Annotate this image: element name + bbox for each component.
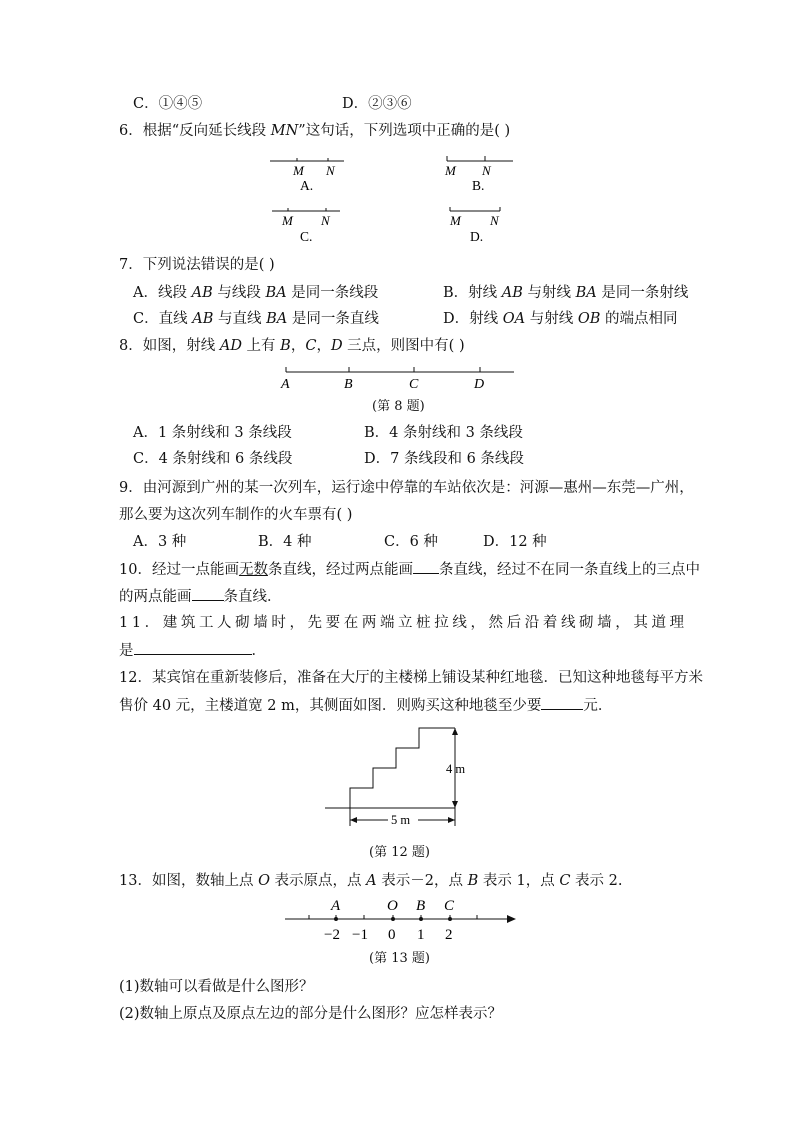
q12-line2b: 元． — [583, 698, 613, 714]
q6-figure-a — [268, 152, 348, 194]
q8-t7: D — [330, 338, 343, 354]
q8-t5: C — [305, 338, 317, 354]
q10-p1-underlined: 无数 — [238, 562, 268, 578]
q6a-point-n: N — [326, 163, 335, 178]
q8-ray-figure — [280, 364, 520, 392]
q9-option-c: C．6 种 — [384, 534, 438, 550]
q8-point-a: A — [281, 377, 290, 392]
q13-tick-2: 2 — [445, 927, 453, 943]
q5-option-c: C．①④⑤ — [133, 96, 203, 112]
q9-option-d: D．12 种 — [483, 534, 547, 550]
q13-tick-neg1: −1 — [352, 927, 368, 943]
q7b-t4: 是同一条射线 — [596, 285, 689, 301]
q7b-t3: BA — [575, 285, 597, 301]
q13-t4: 表示－2，点 — [376, 873, 468, 889]
q13-dot-o — [391, 917, 395, 921]
q8-t6: ， — [316, 338, 331, 354]
q12-line2a: 售价 40 元，主楼道宽 2 m，其侧面如图．则购买这种地毯至少要 — [119, 698, 542, 714]
q8-option-a: A．1 条射线和 3 条线段 — [133, 425, 292, 441]
q7a-t2: 与线段 — [212, 285, 266, 301]
q8-t0: 8．如图，射线 — [119, 338, 220, 354]
q7c-t1: AB — [192, 311, 214, 327]
q7c-t0: C．直线 — [133, 311, 193, 327]
q7a-t3: BA — [265, 285, 287, 301]
q8-t1: AD — [219, 338, 242, 354]
q6-option-b-label: B. — [472, 178, 485, 193]
q6-figure-d — [446, 203, 526, 245]
q7d-t4: 的端点相同 — [600, 311, 678, 327]
q13-t7: C — [559, 873, 571, 889]
q6-option-d-label: D. — [470, 229, 484, 244]
q7d-t1: OA — [502, 311, 526, 327]
q6-stem — [119, 121, 510, 141]
q8-option-d: D．7 条线段和 6 条线段 — [364, 451, 524, 467]
q7d-t2: 与射线 — [525, 311, 578, 327]
q6b-point-n: N — [482, 163, 491, 178]
q10-p1: 10．经过一点能画 — [119, 562, 239, 578]
q6d-point-n: N — [490, 213, 499, 228]
q11-line2a: 是 — [119, 643, 134, 659]
q13-t6: 表示 1，点 — [478, 873, 560, 889]
q8-t3: B — [280, 338, 291, 354]
q7c-t2: 与直线 — [213, 311, 267, 327]
q13-sub1: (1)数轴可以看做是什么图形？ — [119, 979, 314, 995]
q6d-point-m: M — [450, 213, 461, 228]
q13-t0: 13．如图，数轴上点 — [119, 873, 259, 889]
q7c-t3: BA — [266, 311, 288, 327]
q7b-t0: B．射线 — [443, 285, 502, 301]
q9-option-a: A．3 种 — [133, 534, 187, 550]
q13-tick-1: 1 — [417, 927, 425, 943]
q13-number-line — [280, 895, 520, 945]
q6-figure-b — [445, 152, 525, 194]
q11-line2b: ． — [251, 643, 266, 659]
q8-caption: (第 8 题) — [372, 399, 425, 414]
q7d-t3: OB — [577, 311, 601, 327]
q8-t2: 上有 — [241, 338, 281, 354]
q5-option-d: D．②③⑥ — [342, 96, 412, 112]
q11-line2 — [119, 640, 266, 661]
q12-caption: (第 12 题) — [369, 845, 430, 860]
q10-blank-1[interactable] — [413, 559, 439, 574]
q13-dot-a — [334, 917, 338, 921]
q12-height-label: 4 m — [446, 762, 466, 776]
q6-stem-mn: MN — [270, 123, 299, 139]
q8-point-d: D — [474, 377, 485, 392]
q12-blank[interactable] — [541, 695, 583, 710]
q10-p2: 条直线，经过两点能画 — [267, 562, 413, 578]
q6-option-a-label: A. — [300, 178, 314, 193]
q6a-point-m: M — [293, 163, 304, 178]
q12-line1: 12．某宾馆在重新装修后，准备在大厅的主楼梯上铺设某种红地毯．已知这种地毯每平方米 — [119, 670, 703, 686]
q9-line1: 9．由河源到广州的某一次列车，运行途中停靠的车站依次是：河源—惠州—东莞—广州， — [119, 480, 694, 496]
q7a-t0: A．线段 — [133, 285, 192, 301]
q13-caption: (第 13 题) — [369, 951, 430, 966]
q8-option-c: C．4 条射线和 6 条线段 — [133, 451, 293, 467]
q13-t3: A — [366, 873, 377, 889]
q10-p3: 条直线，经过不在同一条直线上的三点中 — [438, 562, 700, 578]
q6b-point-m: M — [445, 163, 456, 178]
q12-staircase-figure — [320, 722, 480, 832]
q13-stem — [119, 871, 623, 891]
q13-label-o: O — [387, 898, 398, 914]
q7-option-a — [133, 283, 378, 303]
q7d-t0: D．射线 — [443, 311, 503, 327]
q10-blank-2[interactable] — [192, 586, 224, 601]
q6-stem-b: ”这句话，下列选项中正确的是( ) — [298, 123, 511, 139]
q13-t5: B — [467, 873, 479, 889]
q13-label-a: A — [331, 898, 341, 914]
q12-width-label: 5 m — [391, 813, 411, 827]
q7-option-b — [443, 283, 688, 303]
q11-blank[interactable] — [134, 640, 252, 655]
q6c-point-n: N — [321, 213, 330, 228]
q7b-t1: AB — [501, 285, 523, 301]
q6-figure-c — [270, 203, 350, 245]
q7a-t4: 是同一条线段 — [286, 285, 379, 301]
q13-tick-0: 0 — [388, 927, 396, 943]
q9-option-b: B．4 种 — [258, 534, 312, 550]
q6-option-c-label: C. — [300, 229, 313, 244]
q7-option-d — [443, 309, 677, 329]
q7b-t2: 与射线 — [522, 285, 576, 301]
q7c-t4: 是同一条直线 — [287, 311, 379, 327]
q6-stem-a: 6．根据“反向延长线段 — [119, 123, 271, 139]
q13-t8: 表示 2. — [570, 873, 623, 889]
q13-sub2: (2)数轴上原点及原点左边的部分是什么图形？应怎样表示？ — [119, 1006, 503, 1022]
q13-t2: 表示原点，点 — [269, 873, 367, 889]
q13-dot-b — [419, 917, 423, 921]
q10-line2b: 条直线． — [223, 589, 282, 605]
q9-line2: 那么要为这次列车制作的火车票有( ) — [119, 507, 353, 523]
q13-label-b: B — [416, 898, 426, 914]
q6c-point-m: M — [282, 213, 293, 228]
q13-tick-neg2: −2 — [324, 927, 340, 943]
q8-t8: 三点，则图中有( ) — [342, 338, 465, 354]
q10-line1 — [119, 559, 700, 580]
q12-line2 — [119, 695, 612, 716]
q8-point-c: C — [409, 377, 419, 392]
q7-stem: 7．下列说法错误的是( ) — [119, 257, 275, 273]
q10-line2 — [119, 586, 282, 607]
q11-line1: 11．建筑工人砌墙时，先要在两端立桩拉线，然后沿着线砌墙，其道理 — [119, 615, 688, 631]
q13-t1: O — [258, 873, 270, 889]
q8-point-b: B — [344, 377, 353, 392]
q10-line2a: 的两点能画 — [119, 589, 192, 605]
q7-option-c — [133, 309, 379, 329]
q8-t4: ， — [290, 338, 306, 354]
q8-option-b: B．4 条射线和 3 条线段 — [364, 425, 523, 441]
q13-label-c: C — [444, 898, 455, 914]
q13-dot-c — [448, 917, 452, 921]
q8-stem — [119, 336, 465, 356]
q7a-t1: AB — [191, 285, 213, 301]
